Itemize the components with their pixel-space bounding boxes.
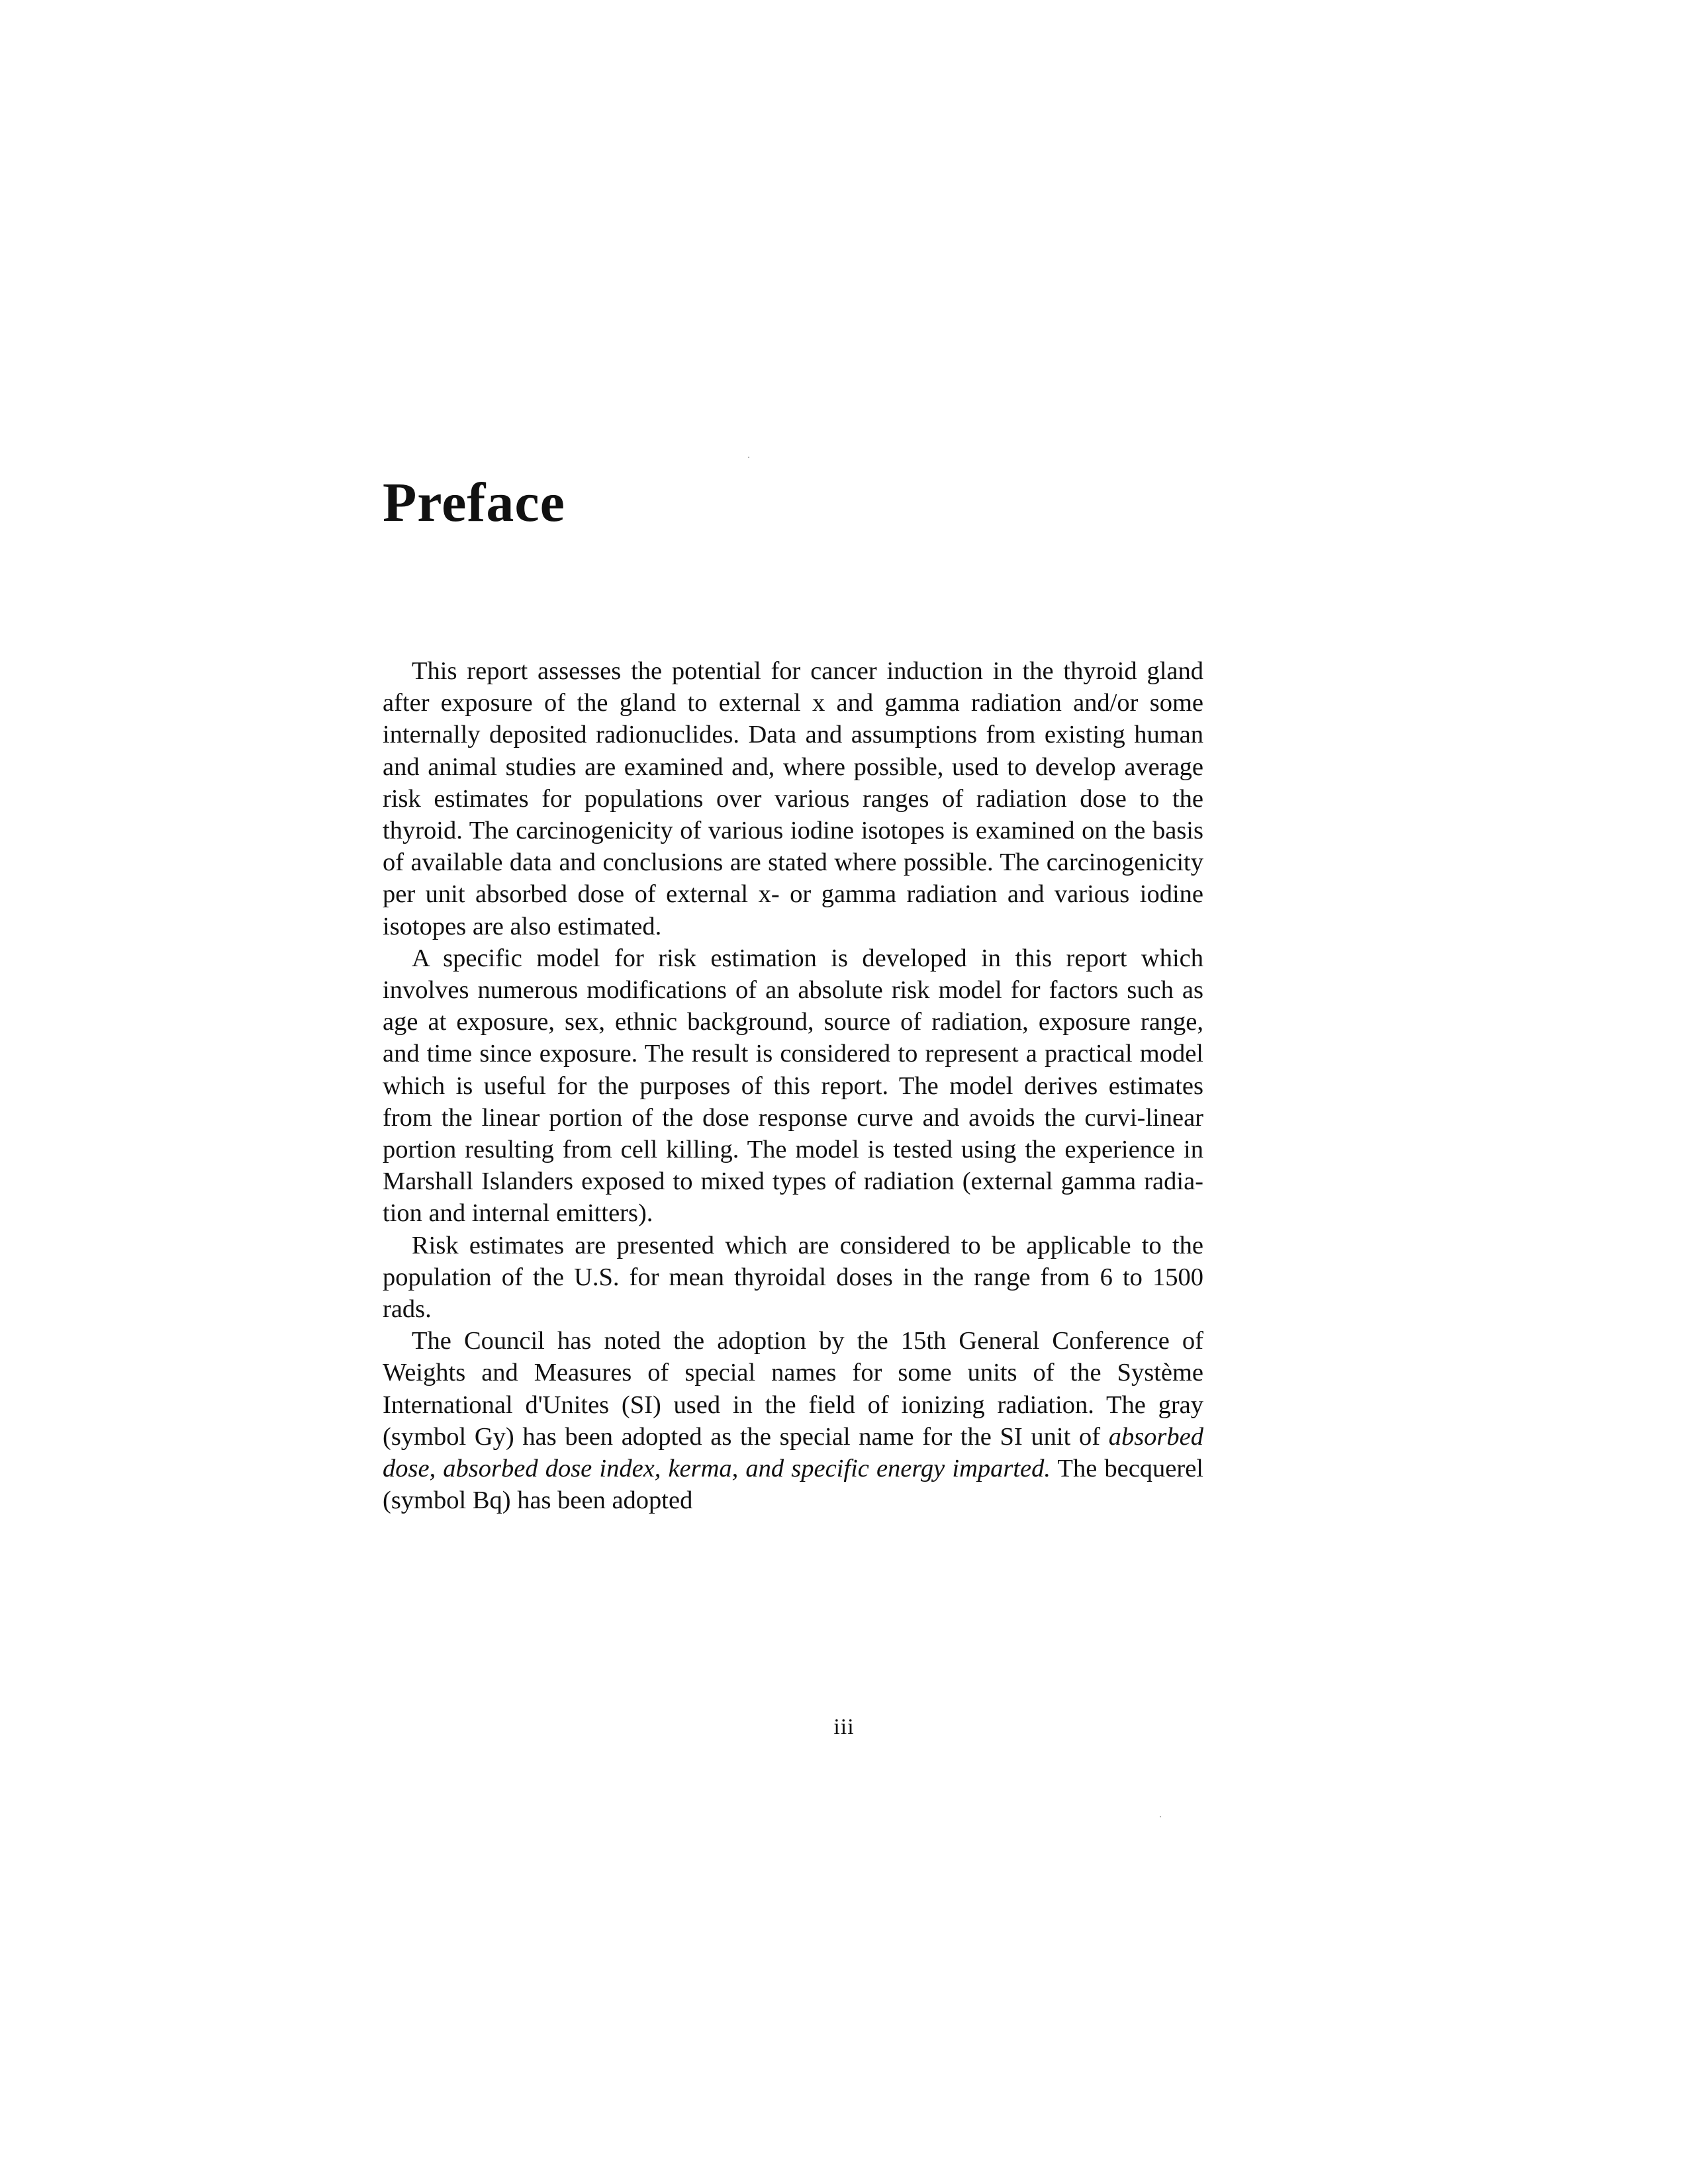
page-number: iii — [833, 1715, 855, 1739]
body-text — [383, 655, 1203, 1516]
page-title: Preface — [383, 472, 565, 533]
scan-speck — [1160, 1816, 1161, 1817]
scan-speck — [748, 457, 749, 458]
paragraph-text: The Council has noted the adoption by the 15th General Conference of Weights and Measures of special names for some units of the Système International d'Unites (SI) used in the field of ionizing radiation. The gray (symbol Gy) has been adopted as the special name for the SI unit of — [383, 1327, 1203, 1451]
paragraph: This report assesses the potential for cancer induction in the thyroid gland after exposure of the gland to external x and gamma radiation and/or some internally deposited radionuclides. Data and assumptions from existing human and animal studies are examined and, where possible, used to develop average risk estimates for populations over various ranges of radiation dose to the thyroid. The carcinogenicity of various iodine isotopes is examined on the basis of available data and conclusions are stated where possible. The carcinogenicity per unit absorbed dose of external x- or gamma radiation and various iodine isotopes are also estimated. — [383, 657, 1203, 940]
paragraph — [383, 1325, 1203, 1516]
paragraph: Risk estimates are presented which are considered to be applicable to the population of the U.S. for mean thyroidal doses in the range from 6 to 1500 rads. — [383, 1231, 1203, 1324]
paragraph-text: The becquerel (symbol Bq) has been adopted — [383, 1455, 1203, 1515]
italic-terms: absorbed dose, absorbed dose index, kerma, and specific energy imparted. — [383, 1422, 1203, 1483]
paragraph: A specific model for risk estimation is developed in this report which involves numerous modifications of an absolute risk model for factors such as age at exposure, sex, ethnic background, source of radiation, exposure range, and time since exposure. The result is considered to represent a practical model which is useful for the purposes of this report. The model derives estimates from the linear portion of the dose response curve and avoids the curvi-linear portion resulting from cell killing. The model is tested using the experience in Marshall Islanders exposed to mixed types of radiation (external gamma radiation and internal emitters). — [383, 944, 1203, 1228]
